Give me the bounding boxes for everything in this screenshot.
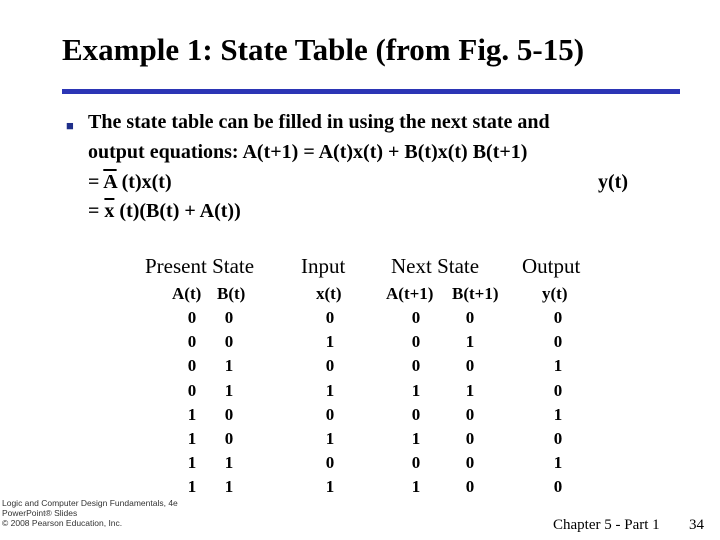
chapter-label: Chapter 5 - Part 1 — [553, 517, 660, 533]
bullet-line-5 — [88, 200, 241, 223]
cell: 0 — [465, 356, 475, 376]
header-output: Output — [522, 254, 581, 278]
cell: 0 — [224, 332, 234, 352]
cell: 0 — [411, 332, 421, 352]
header-present-state: Present State — [145, 254, 255, 278]
cell: 1 — [325, 380, 335, 400]
subheader-next-a: A(t+1) — [386, 284, 434, 303]
column-a — [180, 306, 204, 500]
cell: 0 — [553, 332, 563, 352]
cell: 0 — [411, 356, 421, 376]
cell: 0 — [411, 308, 421, 327]
cell: 0 — [187, 308, 197, 327]
publisher-notice — [2, 498, 178, 528]
bullet-line-2: output equations: A(t+1) = A(t)x(t) + B(t)x(t) B(t+1) — [88, 141, 528, 163]
column-next-b — [458, 306, 482, 500]
cell: 0 — [553, 380, 563, 400]
cell: 1 — [187, 404, 197, 424]
y-equation-label: y(t) — [598, 171, 628, 193]
column-b — [217, 306, 241, 500]
subheader-next-b: B(t+1) — [452, 284, 499, 303]
cell: 1 — [553, 404, 563, 424]
cell: 1 — [224, 356, 234, 376]
cell: 1 — [325, 332, 335, 352]
cell: 0 — [187, 380, 197, 400]
cell: 0 — [224, 308, 234, 327]
bullet-line-3 — [88, 171, 172, 194]
cell: 0 — [553, 308, 563, 327]
cell: 0 — [187, 356, 197, 376]
subheader-b: B(t) — [217, 284, 246, 303]
line-5-rest: (t)(B(t) + A(t)) — [114, 200, 241, 222]
cell: 0 — [553, 477, 563, 497]
cell: 0 — [187, 332, 197, 352]
line-3-rest: (t)x(t) — [116, 171, 172, 193]
cell: 1 — [224, 380, 234, 400]
cell: 1 — [325, 428, 335, 448]
header-input: Input — [301, 254, 346, 278]
cell: 0 — [224, 404, 234, 424]
cell: 1 — [187, 477, 197, 497]
cell: 1 — [224, 453, 234, 473]
cell: 1 — [465, 332, 475, 352]
subheader-a: A(t) — [172, 284, 202, 303]
column-y — [546, 306, 570, 500]
header-next-state: Next State — [391, 254, 480, 278]
square-bullet-icon: ■ — [66, 118, 74, 133]
book-title: Logic and Computer Design Fundamentals, 4e — [2, 498, 178, 508]
line-5-prefix: = — [88, 200, 105, 222]
cell: 0 — [325, 453, 335, 473]
column-next-a — [404, 306, 428, 500]
cell: 1 — [187, 453, 197, 473]
line-3-prefix: = — [88, 171, 104, 193]
cell: 0 — [325, 404, 335, 424]
cell: 1 — [411, 477, 421, 497]
a-complement: $\overline{A}$ — [103, 171, 117, 193]
cell: 0 — [465, 428, 475, 448]
cell: 0 — [465, 477, 475, 497]
cell: 0 — [465, 453, 475, 473]
cell: 1 — [224, 477, 234, 497]
x-complement: $\overline{x}$ — [104, 200, 115, 222]
cell: 1 — [411, 428, 421, 448]
cell: 1 — [553, 453, 563, 473]
cell: 1 — [465, 380, 475, 400]
bullet-line-1: The state table can be filled in using the next state and — [88, 111, 550, 133]
title-underline — [62, 89, 680, 94]
cell: 0 — [553, 428, 563, 448]
cell: 0 — [325, 356, 335, 376]
slides-label: PowerPoint® Slides — [2, 508, 78, 518]
copyright: © 2008 Pearson Education, Inc. — [2, 518, 123, 528]
cell: 1 — [187, 428, 197, 448]
cell: 0 — [224, 428, 234, 448]
cell: 0 — [411, 453, 421, 473]
cell: 0 — [325, 308, 335, 327]
cell: 1 — [411, 380, 421, 400]
cell: 0 — [465, 404, 475, 424]
subheader-x: x(t) — [316, 284, 342, 303]
cell: 0 — [411, 404, 421, 424]
page-number: 34 — [689, 517, 704, 533]
subheader-y: y(t) — [542, 284, 568, 303]
slide-title: Example 1: State Table (from Fig. 5-15) — [62, 32, 585, 67]
column-x — [318, 306, 342, 500]
cell: 1 — [553, 356, 563, 376]
cell: 0 — [465, 308, 475, 327]
cell: 1 — [325, 477, 335, 497]
